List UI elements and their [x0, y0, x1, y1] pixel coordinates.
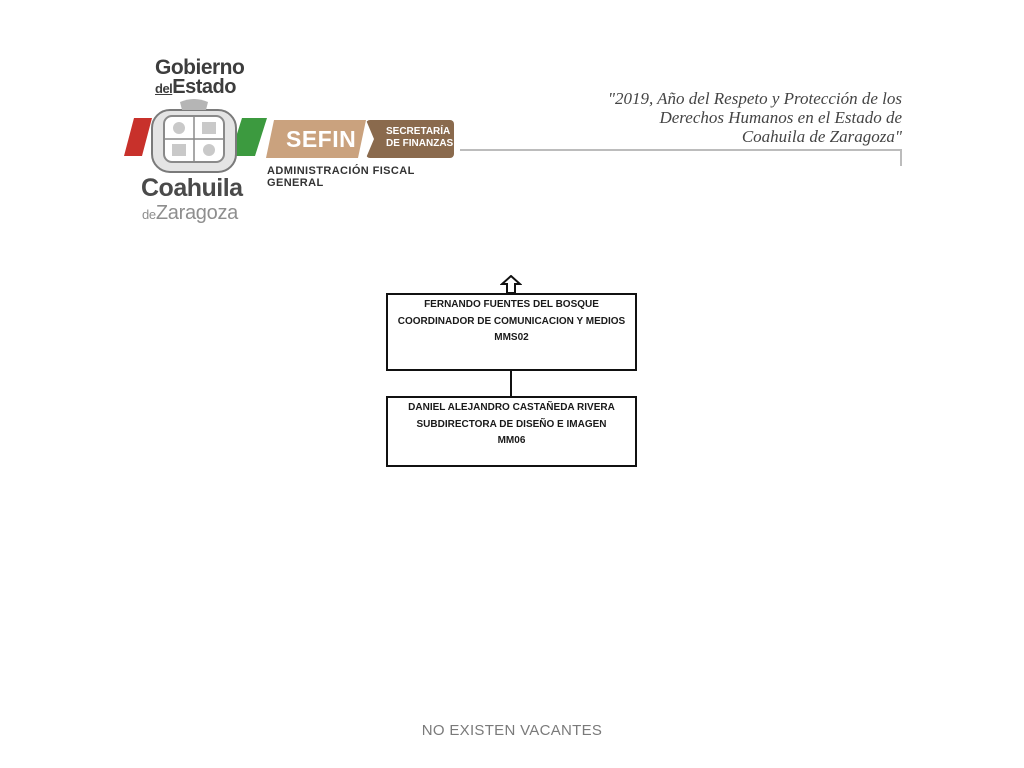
coat-of-arms-icon [122, 98, 272, 178]
logo-zaragoza-text: deZaragoza [142, 202, 238, 224]
logo-coahuila-text: Coahuila [141, 174, 243, 202]
org-connector-line [510, 371, 512, 396]
node-position-title: COORDINADOR DE COMUNICACION Y MEDIOS [397, 315, 626, 327]
motto-divider [460, 149, 902, 151]
year-motto [542, 89, 902, 146]
secretaria-text: SECRETARÍA [386, 126, 451, 137]
motto-line-2: Derechos Humanos en el Estado de [659, 108, 902, 127]
motto-line-1: "2019, Año del Respeto y Protección de los [607, 89, 902, 108]
org-node-subdirector[interactable] [386, 396, 637, 467]
motto-divider-tick [900, 149, 902, 166]
node-person-name: FERNANDO FUENTES DEL BOSQUE [424, 299, 599, 310]
motto-line-3: Coahuila de Zaragoza" [741, 127, 902, 146]
org-node-coordinator[interactable] [386, 293, 637, 371]
node-position-code: MM06 [497, 435, 526, 446]
sefin-text: SEFIN [286, 126, 357, 152]
de-finanzas-text: DE FINANZAS [386, 138, 454, 149]
gobierno-coahuila-logo [122, 52, 462, 227]
no-vacancies-note: NO EXISTEN VACANTES [421, 722, 603, 739]
node-position-title: SUBDIRECTORA DE DISEÑO E IMAGEN [416, 418, 607, 430]
logo-gobierno-text: Gobierno [155, 56, 245, 79]
up-arrow-icon[interactable] [500, 275, 522, 294]
logo-estado-text: delEstado [155, 76, 236, 98]
node-position-code: MMS02 [494, 332, 529, 343]
node-person-name: DANIEL ALEJANDRO CASTAÑEDA RIVERA [408, 402, 615, 413]
administracion-fiscal-text: ADMINISTRACIÓN FISCAL GENERAL [267, 165, 415, 189]
